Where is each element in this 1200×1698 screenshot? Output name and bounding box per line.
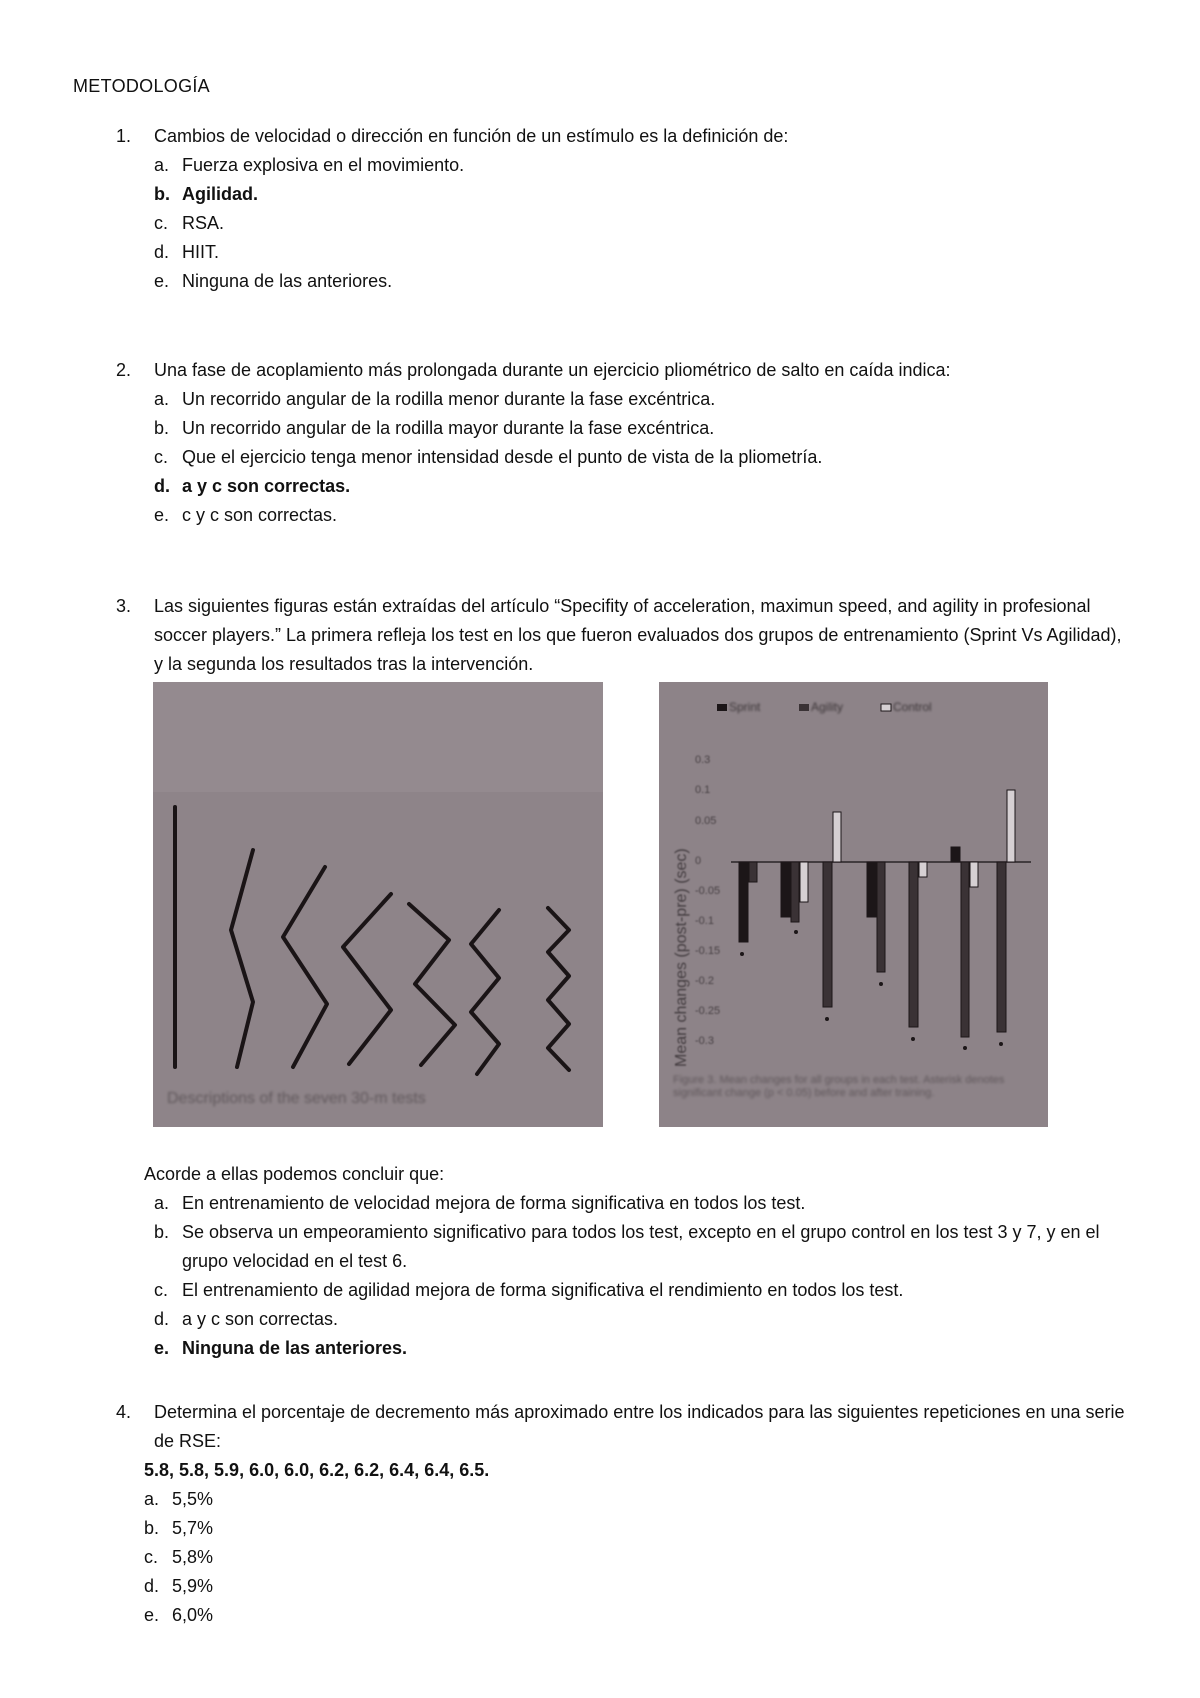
asterisk xyxy=(794,930,798,934)
option-letter: e. xyxy=(144,1605,160,1625)
option-a xyxy=(116,1189,1126,1218)
question-number: 2. xyxy=(116,360,132,380)
bar-test2-control xyxy=(800,862,808,902)
bar-test6-sprint xyxy=(951,847,960,862)
option-d-correct xyxy=(116,472,1126,501)
question-stem: Cambios de velocidad o dirección en función de un estímulo es la definición de: xyxy=(154,126,789,146)
option-b xyxy=(116,1218,1126,1276)
question-number: 3. xyxy=(116,596,132,616)
option-d xyxy=(116,1305,1126,1334)
option-text: RSA. xyxy=(182,213,225,233)
option-text: HIIT. xyxy=(182,242,220,262)
legend-swatch-control xyxy=(881,704,891,711)
y-tick: -0.05 xyxy=(695,885,721,897)
option-text: a y c son correctas. xyxy=(182,1309,339,1329)
option-text: a y c son correctas. xyxy=(182,476,351,496)
option-text: Ninguna de las anteriores. xyxy=(182,1338,408,1358)
option-e xyxy=(116,1601,1126,1630)
option-letter: d. xyxy=(154,476,170,496)
bar-test5-control xyxy=(919,862,927,877)
bar-test4-sprint xyxy=(867,862,876,917)
option-text: Que el ejercicio tenga menor intensidad desde el punto de vista de la pliometría. xyxy=(182,447,823,467)
page-title: METODOLOGÍA xyxy=(73,76,210,96)
y-tick: -0.15 xyxy=(695,945,721,957)
option-text: c y c son correctas. xyxy=(182,505,338,525)
question-4 xyxy=(116,1398,1126,1630)
bar-test4-agility xyxy=(877,862,885,972)
option-a xyxy=(116,385,1126,414)
figure-caption: Figure 3. Mean changes for all groups in each test. Asterisk denotes significant change (p < 0.05) before and after training. xyxy=(673,1074,1005,1099)
bar-test7-agility xyxy=(997,862,1006,1032)
y-axis-label: Mean changes (post-pre) (sec) xyxy=(673,848,690,1067)
option-letter: b. xyxy=(144,1518,160,1538)
option-letter: c. xyxy=(144,1547,159,1567)
asterisk xyxy=(911,1037,915,1041)
legend-swatch-agility xyxy=(799,704,809,711)
option-text: Un recorrido angular de la rodilla menor durante la fase excéntrica. xyxy=(182,389,716,409)
question-3 xyxy=(116,592,1126,679)
legend-agility: Agility xyxy=(811,700,844,714)
option-b-correct xyxy=(116,180,1126,209)
y-tick: -0.1 xyxy=(695,915,714,927)
mean-changes-chart xyxy=(659,682,1048,1127)
option-d xyxy=(116,1572,1126,1601)
option-text: En entrenamiento de velocidad mejora de forma significativa en todos los test. xyxy=(182,1193,806,1213)
option-letter: c. xyxy=(154,213,169,233)
y-tick: 0.05 xyxy=(695,815,717,827)
option-letter: e. xyxy=(154,271,170,291)
legend-sprint: Sprint xyxy=(729,700,761,714)
bar-test5-agility xyxy=(909,862,918,1027)
y-tick: 0.3 xyxy=(695,754,711,766)
question-stem: Una fase de acoplamiento más prolongada durante un ejercicio pliométrico de salto en caída indica: xyxy=(154,360,951,380)
option-letter: d. xyxy=(154,242,170,262)
option-text: 5,7% xyxy=(172,1518,214,1538)
option-c xyxy=(116,209,1126,238)
option-letter: c. xyxy=(154,1280,169,1300)
option-text: Ninguna de las anteriores. xyxy=(182,271,393,291)
option-b xyxy=(116,1514,1126,1543)
bar-test6-agility xyxy=(961,862,969,1037)
option-list xyxy=(116,1189,1126,1363)
question-1 xyxy=(116,122,1126,296)
rse-sequence: 5.8, 5.8, 5.9, 6.0, 6.0, 6.2, 6.2, 6.4, 6.4, 6.5. xyxy=(144,1460,490,1480)
legend-control: Control xyxy=(893,700,932,714)
option-letter: a. xyxy=(154,155,170,175)
bar-test2-agility xyxy=(791,862,799,922)
option-letter: a. xyxy=(154,1193,170,1213)
option-letter: a. xyxy=(154,389,170,409)
bar-test1-sprint xyxy=(739,862,748,942)
option-text: 6,0% xyxy=(172,1605,214,1625)
y-tick: -0.25 xyxy=(695,1005,721,1017)
bar-test7-control xyxy=(1007,790,1015,862)
option-letter: e. xyxy=(154,505,170,525)
option-text: 5,5% xyxy=(172,1489,214,1509)
option-e-correct xyxy=(116,1334,1126,1363)
option-a xyxy=(116,1485,1126,1514)
asterisk xyxy=(879,982,883,986)
question-number: 1. xyxy=(116,126,132,146)
asterisk xyxy=(740,952,744,956)
option-b xyxy=(116,414,1126,443)
asterisk xyxy=(963,1046,967,1050)
asterisk xyxy=(825,1017,829,1021)
option-text: Agilidad. xyxy=(182,184,258,204)
option-text: Un recorrido angular de la rodilla mayor durante la fase excéntrica. xyxy=(182,418,715,438)
bar-test6-control xyxy=(970,862,978,887)
option-letter: b. xyxy=(154,184,170,204)
option-list xyxy=(116,1485,1126,1630)
option-c xyxy=(116,1276,1126,1305)
option-e xyxy=(116,267,1126,296)
test-paths-drawing xyxy=(153,682,603,1127)
option-c xyxy=(116,1543,1126,1572)
option-letter: e. xyxy=(154,1338,170,1358)
figure-mean-changes xyxy=(659,682,1048,1127)
option-d xyxy=(116,238,1126,267)
option-e xyxy=(116,501,1126,530)
question-2 xyxy=(116,356,1126,530)
option-text: Fuerza explosiva en el movimiento. xyxy=(182,155,465,175)
option-letter: d. xyxy=(154,1309,170,1329)
bar-test3-control xyxy=(833,812,841,862)
y-tick: -0.3 xyxy=(695,1035,714,1047)
option-text: El entrenamiento de agilidad mejora de forma significativa el rendimiento en todos los test. xyxy=(182,1280,904,1300)
asterisk xyxy=(999,1042,1003,1046)
option-text: 5,9% xyxy=(172,1576,214,1596)
bar-test2-sprint xyxy=(781,862,790,917)
option-list xyxy=(116,385,1126,530)
question-stem: Determina el porcentaje de decremento más aproximado entre los indicados para las siguientes repeticiones en una serie de RSE: xyxy=(154,1402,1125,1451)
option-letter: a. xyxy=(144,1489,160,1509)
option-c xyxy=(116,443,1126,472)
bar-test3-agility xyxy=(823,862,832,1007)
question-intro: Acorde a ellas podemos concluir que: xyxy=(144,1164,445,1184)
figure-test-paths xyxy=(153,682,603,1127)
option-text: 5,8% xyxy=(172,1547,214,1567)
option-letter: c. xyxy=(154,447,169,467)
y-tick: 0 xyxy=(695,855,702,867)
option-a xyxy=(116,151,1126,180)
figure-caption: Descriptions of the seven 30-m tests xyxy=(167,1090,426,1107)
legend-swatch-sprint xyxy=(717,704,727,711)
option-letter: d. xyxy=(144,1576,160,1596)
option-letter: b. xyxy=(154,1222,170,1242)
question-stem: Las siguientes figuras están extraídas del artículo “Specifity of acceleration, maximun speed, and agility in profesional soccer players.” La primera refleja los test en los que fueron evaluados dos grupos de entrenamiento (Sprint Vs Agilidad), y la segunda los resultados tras la intervención. xyxy=(154,596,1122,674)
question-number: 4. xyxy=(116,1402,132,1422)
bar-test1-agility xyxy=(749,862,757,882)
option-text: Se observa un empeoramiento significativo para todos los test, excepto en el grupo control en los test 3 y 7, y en el grupo velocidad en el test 6. xyxy=(182,1222,1100,1271)
question-3-answers xyxy=(116,1160,1126,1363)
y-tick: -0.2 xyxy=(695,975,714,987)
option-letter: b. xyxy=(154,418,170,438)
option-list xyxy=(116,151,1126,296)
y-tick: 0.1 xyxy=(695,784,711,796)
